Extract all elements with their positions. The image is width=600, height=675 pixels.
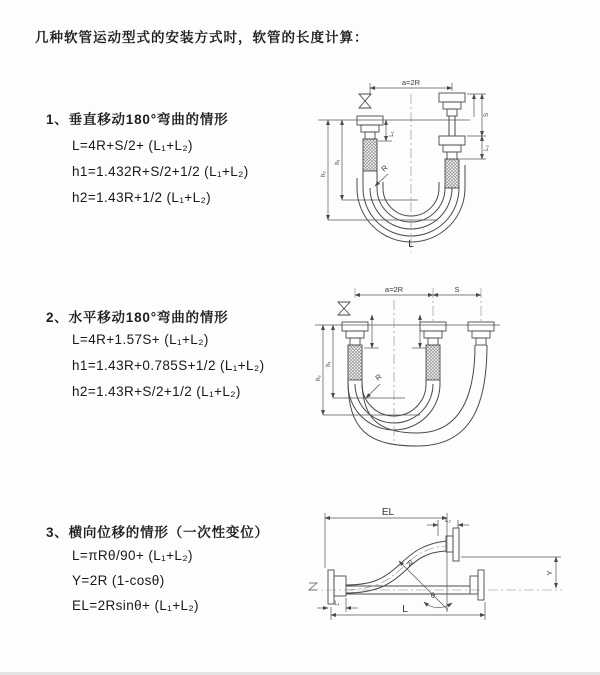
section3-heading: 3、横向位移的情形（一次性变位） — [46, 525, 269, 540]
formula: h1=1.43R+0.785S+1/2 (L₁+L₂) — [72, 358, 265, 373]
dimension-h1 — [326, 325, 405, 398]
right-lower-fitting — [439, 136, 465, 188]
valve-symbol — [359, 94, 371, 108]
section1-heading: 1、垂直移动180°弯曲的情形 — [46, 112, 229, 127]
formula: h2=1.43R+1/2 (L₁+L₂) — [72, 190, 212, 205]
formula: L=4R+1.57S+ (L₁+L₂) — [72, 332, 209, 347]
dimension-l2 — [427, 518, 469, 536]
dimension-h2 — [316, 325, 420, 415]
right-fitting — [468, 322, 494, 345]
dim-label-a2r: a=2R — [401, 78, 421, 87]
dimension-s — [433, 285, 481, 295]
braided-hose-section — [426, 345, 440, 380]
dim-label-l2: L₂ — [445, 518, 451, 524]
radius-callout — [399, 558, 448, 610]
formula: L=πRθ/90+ (L₁+L₂) — [72, 548, 193, 563]
dim-label-y: Y — [545, 570, 554, 576]
fitting-length-marks — [364, 315, 427, 348]
formula: h2=1.43R+S/2+1/2 (L₁+L₂) — [72, 384, 241, 399]
formula: L=4R+S/2+ (L₁+L₂) — [72, 138, 193, 153]
dim-label-s: S — [484, 112, 490, 118]
centerline-break-mark — [309, 583, 317, 590]
dim-label-s: S — [454, 285, 460, 294]
formula: h1=1.432R+S/2+1/2 (L₁+L₂) — [72, 164, 249, 179]
dim-label-h1: h₁ — [335, 159, 341, 165]
diagram-vertical-180-bend — [300, 70, 560, 265]
dim-label-h2: h₂ — [316, 375, 322, 381]
dim-label-l: L — [402, 604, 408, 615]
formula: Y=2R (1-cosθ) — [72, 573, 165, 588]
radius-callout — [366, 372, 384, 398]
dim-label-a2r: a=2R — [384, 285, 404, 294]
dimension-l1 — [317, 598, 358, 612]
dim-label-h1: h₁ — [326, 361, 332, 367]
valve-symbol — [338, 302, 350, 315]
s-curve-hose-displaced-position — [346, 541, 446, 593]
dim-label-r: R — [373, 372, 384, 383]
right-upper-fitting — [439, 93, 465, 136]
braided-hose-section — [445, 159, 459, 188]
diagram-lateral-displacement — [300, 500, 580, 660]
dim-label-l1: L₁ — [334, 601, 340, 607]
page-title: 几种软管运动型式的安装方式时，软管的长度计算： — [35, 30, 369, 45]
dimension-s — [467, 94, 490, 136]
upper-right-flange — [446, 528, 459, 561]
dim-label-r: R — [404, 558, 415, 569]
braided-hose-section — [348, 345, 362, 380]
formula: EL=2Rsinθ+ (L₁+L₂) — [72, 598, 199, 613]
dim-label-el: EL — [381, 507, 395, 518]
middle-fitting — [420, 322, 446, 380]
dimension-y — [461, 557, 561, 588]
dimension-h2 — [321, 120, 438, 220]
dimension-a2r — [355, 285, 481, 322]
dimension-l — [331, 602, 485, 620]
lower-right-flange — [470, 570, 484, 600]
dim-label-l2: L₂ — [484, 145, 490, 151]
dim-label-r: R — [379, 163, 390, 174]
dimension-l1 — [378, 120, 395, 141]
diagram-horizontal-180-bend — [300, 280, 570, 455]
dim-label-l1: L₁ — [389, 131, 395, 137]
left-fitting — [342, 322, 368, 380]
left-fitting — [357, 116, 383, 188]
dim-label-h2: h₂ — [321, 171, 327, 177]
dimension-l2 — [460, 136, 490, 159]
braided-hose-section — [363, 139, 377, 171]
section2-heading: 2、水平移动180°弯曲的情形 — [46, 310, 229, 325]
dim-label-theta: θ — [430, 591, 436, 600]
dim-label-l: L — [408, 239, 414, 250]
left-flange — [328, 570, 346, 604]
